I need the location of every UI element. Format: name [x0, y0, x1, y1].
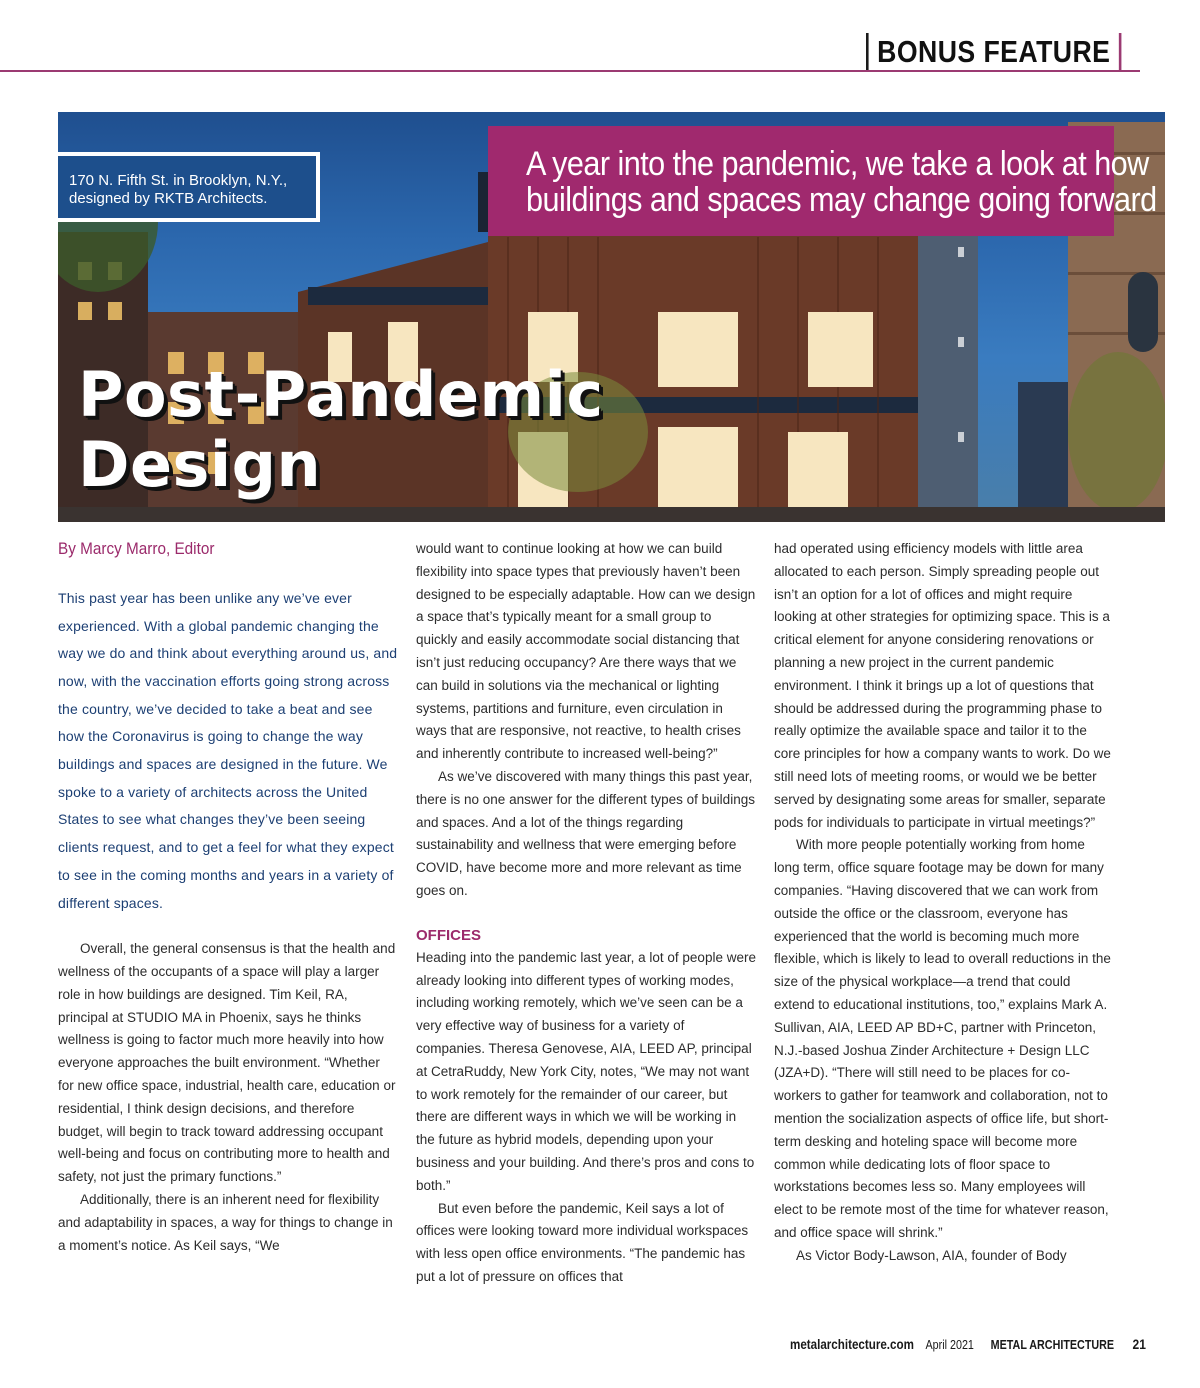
title-line-2: Design: [78, 428, 322, 501]
deck-line-2: buildings and spaces may change going forward: [526, 181, 1157, 219]
byline: By Marcy Marro, Editor: [58, 539, 215, 558]
body-paragraph: But even before the pandemic, Keil says a lot of offices were looking toward more individual workspaces with less open office environments. “The pandemic has put a lot of pressure on offices that: [416, 1200, 749, 1284]
column-3: [774, 538, 1114, 1268]
body-paragraph: As we’ve discovered with many things this past year, there is no one answer for the different types of buildings and spaces. And a lot of the things regarding sustainability and wellness that were emerging before COVID, have become more and more relevant as time goes on.: [416, 768, 755, 898]
column-1: [58, 538, 398, 1257]
section-label: BONUS FEATURE: [866, 33, 1122, 70]
body-paragraph: would want to continue looking at how we can build flexibility into space types that previously haven’t been designed to be especially adaptable. How can we design a space that’s typically meant for a small group to quickly and easily accommodate social distancing that isn’t just reducing occupancy? Are there ways that we can build in solutions via the mechanical or lighting systems, partitions and furniture, even circulation in ways that are responsive, not reactive, to health crises and inherently contribute to increased well-being?”: [416, 541, 756, 762]
body-paragraph: With more people potentially working from home long term, office square footage may be down for many companies. “Having discovered that we can work from outside the office or the classroom, everyone has experienced that the world is becoming much more flexible, which is likely to lead to overall reductions in the size of the physical workplace—a trend that could extend to educational institutions, too,” explains Mark A. Sullivan, AIA, LEED AP BD+C, partner with Princeton, N.J.-based Joshua Zinder Architecture + Design LLC (JZA+D). “There will still need to be places for co-workers to gather for teamwork and collaboration, not to mention the socialization aspects of office life, but short-term desking and hoteling space will become more common while dedicating lots of floor space to workstations becomes less so. Many employees will elect to be remote most of the time for whatever reason, and office space will shrink.”: [774, 837, 1111, 1240]
body-paragraph: Overall, the general consensus is that the health and wellness of the occupants of a space will play a larger role in how buildings are designed. Tim Keil, RA, principal at STUDIO MA in Phoenix, says he thinks wellness is going to factor much more heavily into how everyone approaches the built environment. “Whether for new office space, industrial, health care, education or residential, I think design decisions, and therefore budget, will begin to track toward addressing occupant well-being and focus on contributing more to health and safety, not just the primary functions.”: [58, 941, 396, 1185]
page-footer: [790, 1336, 1146, 1352]
body-paragraph: Additionally, there is an inherent need for flexibility and adaptability in spaces, a way for things to change in a moment’s notice. As Keil says, “We: [58, 1192, 393, 1253]
header-rule: [0, 70, 1140, 72]
article-title: [78, 360, 604, 500]
body-paragraph: Heading into the pandemic last year, a lot of people were already looking into different types of working modes, including working remotely, which we’ve seen can be a very effective way of business for a variety of companies. Theresa Genovese, AIA, LEED AP, principal at CetraRuddy, New York City, notes, “We may not want to work remotely for the remainder of our career, but there are different ways in which we will be working in the future as hybrid models, depending upon your business and your building. And there’s pros and cons to both.”: [416, 949, 756, 1193]
column-2: [416, 538, 756, 1289]
photo-caption: 170 N. Fifth St. in Brooklyn, N.Y., designed by RKTB Architects.: [58, 152, 320, 222]
footer-issue: April 2021: [925, 1338, 974, 1352]
deck-line-1: A year into the pandemic, we take a look at how: [526, 145, 1149, 183]
intro-paragraph: This past year has been unlike any we’ve ever experienced. With a global pandemic changing the way we do and think about everything around us, and now, with the vaccination efforts going strong across the country, we’ve decided to take a beat and see how the Coronavirus is going to change the way buildings and spaces are designed in the future. We spoke to a variety of architects across the United States to see what changes they’ve been seeing clients request, and to get a feel for what they expect to see in the coming months and years in a variety of different spaces.: [58, 589, 398, 911]
article-deck: [488, 126, 1157, 236]
title-line-1: Post-Pandemic: [78, 358, 604, 431]
footer-website: metalarchitecture.com: [790, 1337, 914, 1352]
body-paragraph: had operated using efficiency models with little area allocated to each person. Simply spreading people out isn’t an option for a lot of offices and might require looking at other strategies for optimizing space. This is a critical element for anyone considering renovations or planning a new project in the current pandemic environment. I think it brings up a lot of questions that should be addressed during the programming phase to really optimize the available space and tailor it to the core principles for how a company wants to work. Do we still need lots of meeting rooms, or would we be better served by designating some areas for smaller, separate pods for individuals to participate in virtual meetings?”: [774, 541, 1111, 830]
page-number: 21: [1132, 1336, 1146, 1352]
body-paragraph: As Victor Body-Lawson, AIA, founder of Body: [796, 1247, 1067, 1263]
section-heading-offices: OFFICES: [416, 926, 482, 944]
footer-magazine: METAL ARCHITECTURE: [990, 1338, 1115, 1352]
